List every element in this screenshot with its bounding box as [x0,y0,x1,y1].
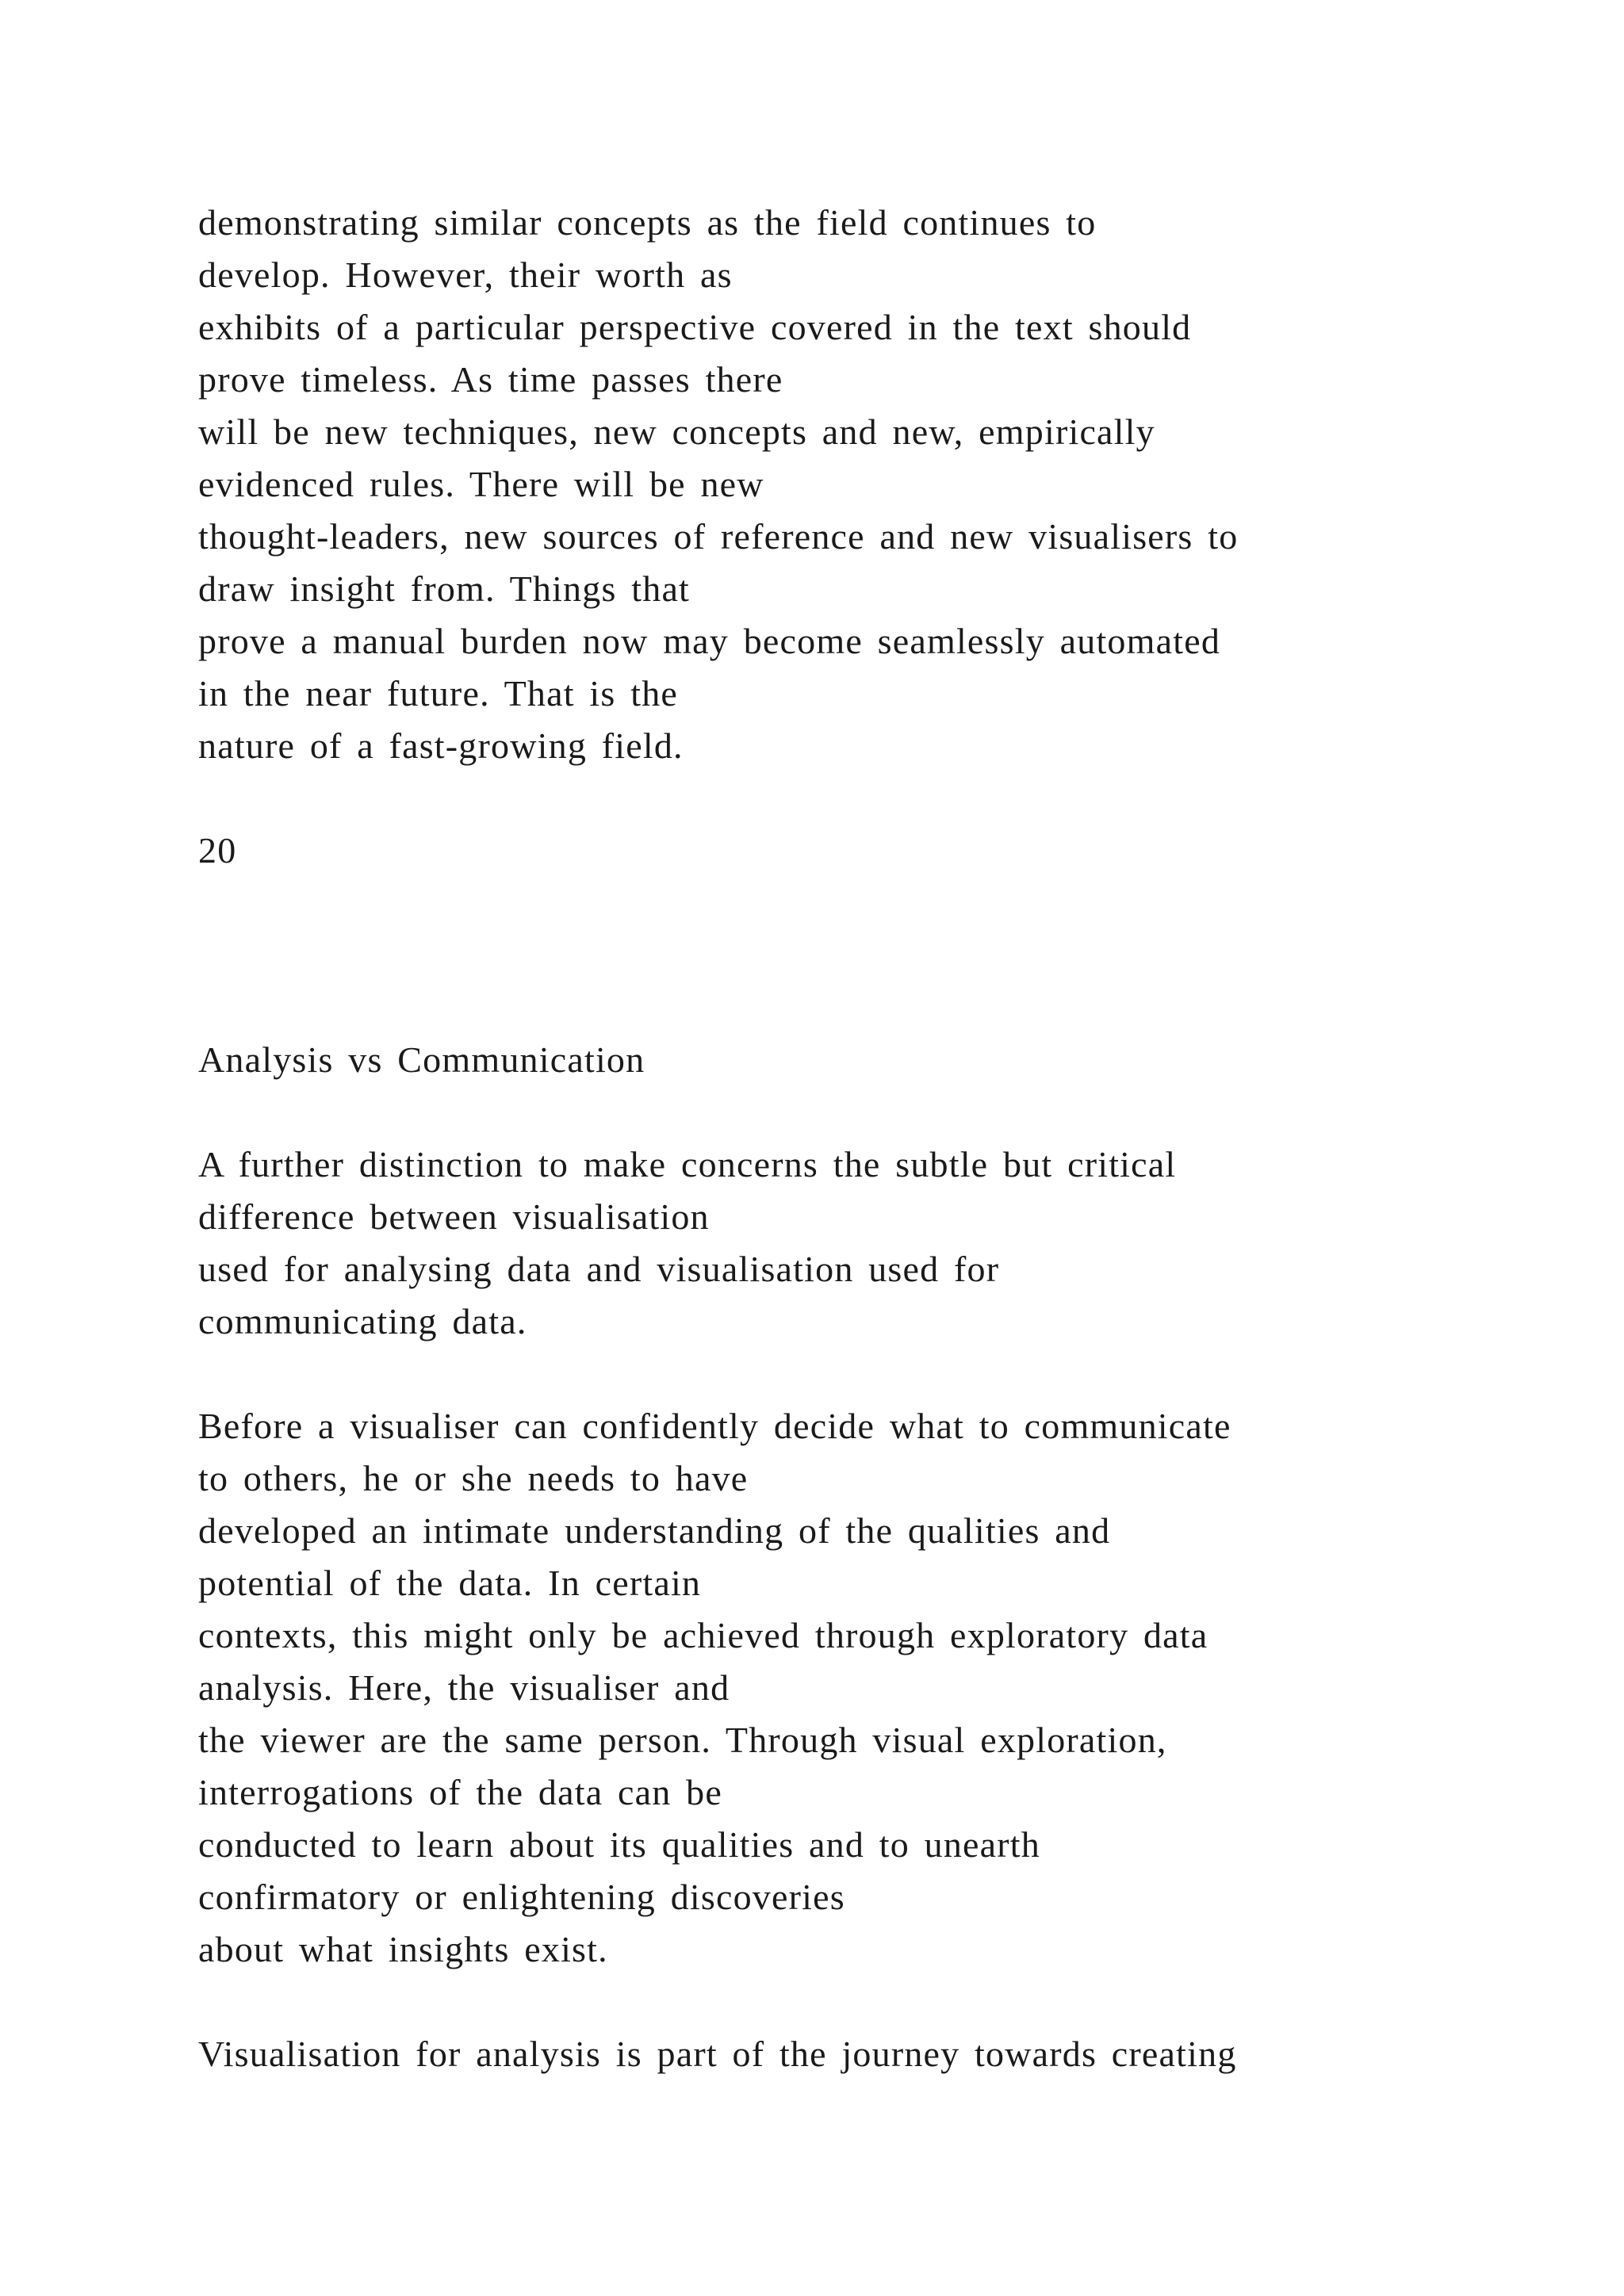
paragraph-analysis [198,2028,1546,2080]
text-line: developed an intimate understanding of the qualities and [198,1510,1111,1551]
text-line: conducted to learn about its qualities and to unearth [198,1824,1040,1865]
paragraph-continuation [198,197,1546,772]
document-body [198,197,1546,2080]
text-line: Before a visualiser can confidently decide what to communicate [198,1406,1231,1446]
text-line: exhibits of a particular perspective covered in the text should [198,307,1192,347]
text-line: Visualisation for analysis is part of the journey towards creating [198,2034,1237,2074]
text-line: will be new techniques, new concepts and new, empirically [198,411,1155,452]
paragraph-exploration [198,1400,1546,1976]
text-line: analysis. Here, the visualiser and [198,1667,730,1708]
text-line: used for analysing data and visualisation used for [198,1249,1000,1289]
text-line: difference between visualisation [198,1196,710,1237]
text-line: prove timeless. As time passes there [198,359,783,400]
text-line: to others, he or she needs to have [198,1458,749,1498]
text-line: prove a manual burden now may become seamlessly automated [198,621,1221,661]
text-line: evidenced rules. There will be new [198,464,764,504]
text-line: about what insights exist. [198,1929,608,1969]
text-line: nature of a fast-growing field. [198,725,684,766]
text-line: confirmatory or enlightening discoveries [198,1877,845,1917]
text-line: the viewer are the same person. Through visual exploration, [198,1720,1167,1760]
text-line: communicating data. [198,1301,527,1341]
text-line: contexts, this might only be achieved through exploratory data [198,1615,1208,1655]
spacer [198,929,1546,982]
text-line: in the near future. That is the [198,673,679,714]
text-line: draw insight from. Things that [198,568,691,609]
spacer [198,877,1546,929]
page-number: 20 [198,830,237,871]
text-line: potential of the data. In certain [198,1563,702,1603]
spacer [198,1976,1546,2028]
spacer [198,772,1546,825]
spacer [198,982,1546,1034]
text-line: develop. However, their worth as [198,254,733,295]
spacer [198,1348,1546,1400]
section-heading: Analysis vs Communication [198,1039,645,1080]
text-line: A further distinction to make concerns the subtle but critical [198,1144,1177,1184]
text-line: demonstrating similar concepts as the field continues to [198,202,1097,243]
text-line: thought-leaders, new sources of reference and new visualisers to [198,516,1239,557]
text-line: interrogations of the data can be [198,1772,722,1812]
spacer [198,1086,1546,1138]
paragraph-distinction [198,1138,1546,1348]
